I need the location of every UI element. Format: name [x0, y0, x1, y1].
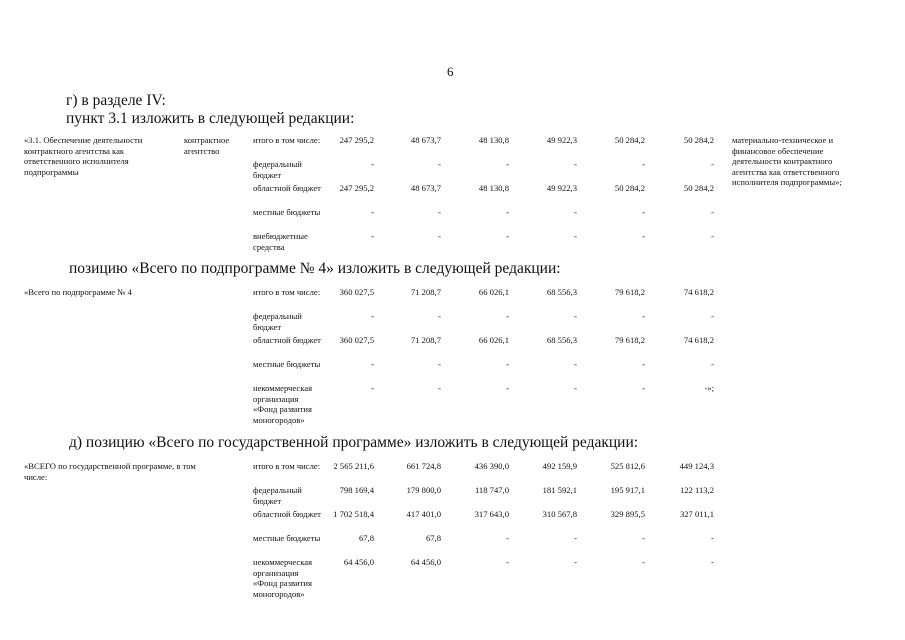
cell-value: -: [506, 159, 509, 169]
cell-value: 48 130,8: [478, 135, 509, 145]
cell-value: 525 812,6: [610, 461, 645, 471]
block1-name: «3.1. Обеспечение деятельности контрактного агентства как ответственного исполнителя подпрограммы: [24, 135, 143, 177]
cell-value: -: [574, 159, 577, 169]
heading-section-d: д) позицию «Всего по государственной программе» изложить в следующей редакции:: [69, 434, 639, 451]
cell-value: -: [711, 231, 714, 241]
cell-value: -: [574, 533, 577, 543]
cell-value: -»;: [704, 383, 714, 393]
cell-value: -: [711, 359, 714, 369]
cell-value: 66 026,1: [478, 287, 509, 297]
cell-value: 68 556,3: [546, 287, 577, 297]
cell-value: 449 124,3: [679, 461, 714, 471]
row-label: местные бюджеты: [253, 533, 321, 543]
cell-value: -: [642, 207, 645, 217]
cell-value: -: [642, 383, 645, 393]
cell-value: 50 284,2: [683, 183, 714, 193]
cell-value: -: [506, 383, 509, 393]
cell-value: -: [371, 359, 374, 369]
cell-value: -: [506, 311, 509, 321]
cell-value: -: [574, 383, 577, 393]
block1-executor: контрактное агентство: [184, 135, 230, 156]
cell-value: -: [711, 207, 714, 217]
cell-value: -: [438, 207, 441, 217]
cell-value: 179 800,0: [406, 485, 441, 495]
row-label: итого в том числе:: [253, 287, 321, 297]
cell-value: 67,8: [425, 533, 441, 543]
cell-value: -: [711, 159, 714, 169]
cell-value: 310 567,8: [542, 509, 577, 519]
cell-value: 122 113,2: [679, 485, 714, 495]
row-label: областной бюджет: [253, 509, 321, 519]
cell-value: 74 618,2: [683, 335, 714, 345]
cell-value: 661 724,8: [406, 461, 441, 471]
cell-value: 67,8: [358, 533, 374, 543]
cell-value: 798 169,4: [339, 485, 374, 495]
row-label: внебюджетные средства: [253, 231, 308, 252]
cell-value: 492 159,9: [542, 461, 577, 471]
cell-value: 329 895,5: [610, 509, 645, 519]
cell-value: -: [642, 159, 645, 169]
cell-value: -: [642, 533, 645, 543]
cell-value: 360 027,5: [339, 335, 374, 345]
cell-value: 360 027,5: [339, 287, 374, 297]
cell-value: -: [371, 159, 374, 169]
cell-value: -: [574, 311, 577, 321]
cell-value: 48 673,7: [410, 135, 441, 145]
cell-value: -: [371, 207, 374, 217]
block1-result: материально-техническое и финансовое обеспечение деятельности контрактного агентства как ответственного исполнителя подпрограммы»;: [732, 135, 842, 188]
cell-value: -: [506, 557, 509, 567]
cell-value: -: [371, 311, 374, 321]
cell-value: 79 618,2: [614, 287, 645, 297]
cell-value: -: [438, 359, 441, 369]
row-label: федеральный бюджет: [253, 159, 302, 180]
cell-value: 417 401,0: [406, 509, 441, 519]
row-label: федеральный бюджет: [253, 311, 302, 332]
cell-value: 181 592,1: [542, 485, 577, 495]
cell-value: -: [506, 207, 509, 217]
cell-value: -: [574, 207, 577, 217]
cell-value: -: [506, 533, 509, 543]
cell-value: -: [711, 533, 714, 543]
cell-value: 68 556,3: [546, 335, 577, 345]
cell-value: 436 390,0: [474, 461, 509, 471]
cell-value: 247 295,2: [339, 183, 374, 193]
row-label: некоммерческая организация «Фонд развития моногородов»: [253, 557, 313, 599]
page-number: 6: [447, 64, 454, 79]
block2-name: «Всего по подпрограмме № 4: [24, 287, 132, 297]
row-label: итого в том числе:: [253, 135, 321, 145]
cell-value: -: [642, 311, 645, 321]
cell-value: 48 673,7: [410, 183, 441, 193]
cell-value: -: [371, 383, 374, 393]
row-label: местные бюджеты: [253, 207, 321, 217]
heading-position-subprogram-4: позицию «Всего по подпрограмме № 4» изложить в следующей редакции:: [69, 260, 561, 277]
heading-section-g: г) в разделе IV:: [66, 92, 166, 109]
cell-value: -: [642, 231, 645, 241]
cell-value: 66 026,1: [478, 335, 509, 345]
cell-value: 74 618,2: [683, 287, 714, 297]
cell-value: -: [438, 383, 441, 393]
cell-value: 71 208,7: [410, 287, 441, 297]
row-label: областной бюджет: [253, 335, 321, 345]
heading-point-3-1: пункт 3.1 изложить в следующей редакции:: [66, 110, 355, 127]
cell-value: -: [506, 359, 509, 369]
cell-value: 327 011,1: [679, 509, 714, 519]
cell-value: -: [371, 231, 374, 241]
cell-value: 79 618,2: [614, 335, 645, 345]
cell-value: 64 456,0: [410, 557, 441, 567]
cell-value: -: [438, 159, 441, 169]
cell-value: -: [642, 359, 645, 369]
cell-value: 247 295,2: [339, 135, 374, 145]
cell-value: 49 922,3: [546, 183, 577, 193]
cell-value: 2 565 211,6: [333, 461, 374, 471]
cell-value: -: [438, 231, 441, 241]
cell-value: -: [711, 557, 714, 567]
cell-value: 71 208,7: [410, 335, 441, 345]
cell-value: 195 917,1: [610, 485, 645, 495]
cell-value: 50 284,2: [614, 135, 645, 145]
block3-name: «ВСЕГО по государственной программе, в том числе:: [24, 461, 196, 482]
cell-value: 118 747,0: [474, 485, 509, 495]
cell-value: 50 284,2: [614, 183, 645, 193]
cell-value: -: [506, 231, 509, 241]
cell-value: -: [711, 311, 714, 321]
cell-value: 50 284,2: [683, 135, 714, 145]
cell-value: -: [574, 231, 577, 241]
cell-value: -: [438, 311, 441, 321]
cell-value: 317 643,0: [474, 509, 509, 519]
cell-value: 49 922,3: [546, 135, 577, 145]
cell-value: 64 456,0: [343, 557, 374, 567]
cell-value: -: [574, 359, 577, 369]
cell-value: 1 702 518,4: [333, 509, 374, 519]
cell-value: -: [574, 557, 577, 567]
row-label: некоммерческая организация «Фонд развития моногородов»: [253, 383, 313, 425]
row-label: итого в том числе:: [253, 461, 321, 471]
cell-value: -: [642, 557, 645, 567]
row-label: местные бюджеты: [253, 359, 321, 369]
cell-value: 48 130,8: [478, 183, 509, 193]
row-label: областной бюджет: [253, 183, 321, 193]
row-label: федеральный бюджет: [253, 485, 302, 506]
